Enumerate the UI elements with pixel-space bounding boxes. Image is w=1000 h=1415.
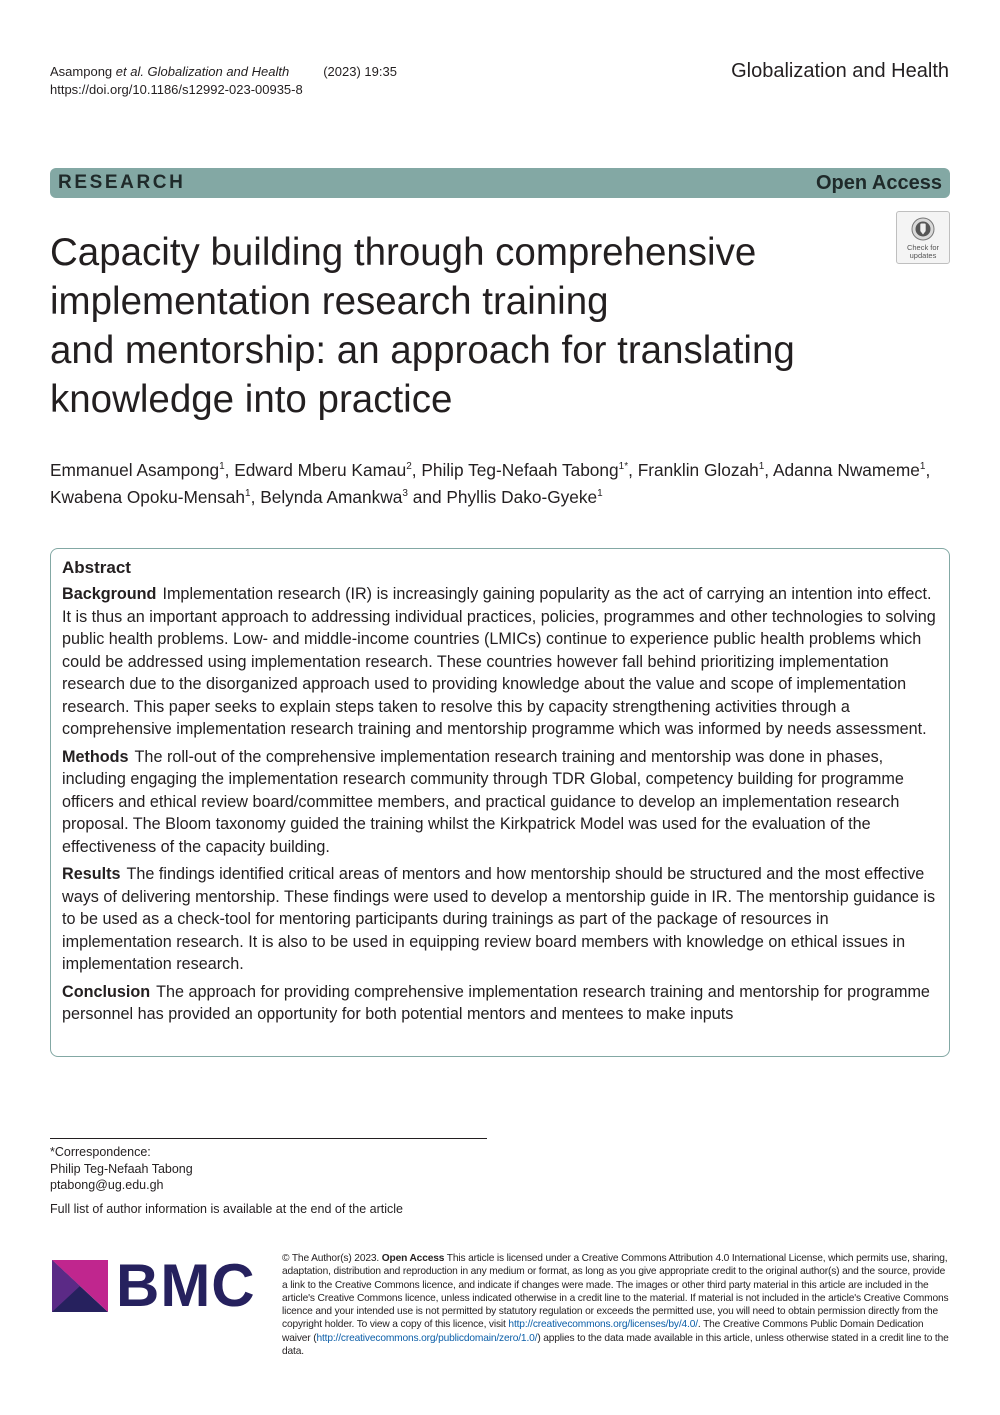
title-line: and mentorship: an approach for translating [50, 329, 795, 372]
section-text: The roll-out of the comprehensive implementation research training and mentorship was done in phases, including engaging the implementation research community through TDR Global, competency building for programme officers and ethical review board/committee members, and practical guidance to develop an implementation research proposal. The Bloom taxonomy guided the training whilst the Kirkpatrick Model was used for the evaluation of the effectiveness of the capacity building. [62, 747, 904, 856]
check-for-updates-line-1: Check for [906, 243, 940, 252]
section-heading: Conclusion [62, 982, 151, 1001]
title-line: knowledge into practice [50, 378, 453, 421]
check-for-updates-line-2: updates [909, 251, 937, 260]
doi-link[interactable]: https://doi.org/10.1186/s12992-023-00935-8 [50, 82, 303, 97]
public-domain-link[interactable]: http://creativecommons.org/publicdomain/zero/1.0/ [316, 1332, 538, 1344]
affiliation-marker: 3 [402, 488, 408, 499]
author[interactable] [421, 460, 628, 480]
author[interactable] [50, 487, 251, 507]
article-citation-header [50, 63, 397, 99]
abstract-heading: Abstract [62, 558, 131, 577]
article-title [50, 228, 870, 424]
license-text: This article is licensed under a Creative Commons Attribution 4.0 International License, which permits use, sharing, adaptation, distribution and reproduction in any medium or format, as long as you give appropriate credit to the original author(s) and the source, provide a link to the Creative Commons licence, and indicate if changes were made. The images or other third party material in this article are included in the article's Creative Commons licence, unless indicated otherwise in a credit line to the material. If material is not included in the article's Creative Commons licence and your intended use is not permitted by statutory regulation or exceeds the permitted use, you will need to obtain permission directly from the copyright holder. To view a copy of this licence, visit [282, 1253, 949, 1331]
title-line: implementation research training [50, 280, 609, 323]
bmc-logo-text: BMC [116, 1252, 256, 1319]
correspondence-label: *Correspondence: [50, 1145, 151, 1159]
affiliation-marker: 1 [219, 461, 225, 472]
check-for-updates-badge[interactable] [896, 211, 950, 264]
author-name: Belynda Amankwa [260, 487, 403, 507]
section-heading: Results [62, 865, 121, 883]
affiliation-marker: 1 [597, 488, 603, 499]
citation-line [50, 63, 397, 81]
abstract-box [50, 548, 950, 1057]
author-line [50, 484, 955, 511]
author-name: Adanna Nwameme [772, 460, 920, 480]
author[interactable] [638, 460, 765, 480]
author-separator: , [925, 460, 931, 480]
footnote-divider [50, 1138, 487, 1139]
author-separator: , [250, 487, 261, 507]
license-text: . The Creative Commons Public Domain Dedication waiver ( [282, 1319, 924, 1344]
open-access-notice: Open Access [381, 1253, 445, 1264]
section-text: The findings identified critical areas of mentors and how mentorship should be structured and the most effective ways of delivering mentorship. These findings were used to develop a mentorship guide in IR. The mentorship guidance is to be used as a check-tool for mentoring participants during trainings as part of the package of resources in implementation research. It is also to be used in equipping review board members with knowledge on ethical issues in implementation research. [62, 865, 936, 973]
author-separator: , [628, 460, 638, 480]
affiliation-marker: 1* [618, 461, 629, 472]
bmc-logo-mark-icon [52, 1260, 108, 1312]
journal-name: Globalization and Health [731, 60, 949, 82]
author-separator: , [224, 460, 235, 480]
correspondence-name: Philip Teg-Nefaah Tabong [50, 1161, 193, 1176]
crossmark-icon [911, 217, 935, 241]
citation-authors [50, 63, 289, 81]
section-text: The approach for providing comprehensive implementation research training and mentorship for programme personnel has provided an opportunity for both potential mentors and mentees to make inputs [62, 982, 930, 1023]
author-list [50, 457, 955, 511]
author-name: Phyllis Dako-Gyeke [446, 487, 598, 507]
author-name: Philip Teg-Nefaah Tabong [421, 460, 619, 480]
affiliation-marker: 1 [919, 461, 926, 472]
article-type-label: RESEARCH [58, 172, 186, 193]
license-link[interactable]: http://creativecommons.org/licenses/by/4.0/ [508, 1319, 698, 1331]
author[interactable] [773, 460, 926, 480]
author-name: Emmanuel Asampong [50, 460, 220, 480]
author-info-note: Full list of author information is available at the end of the article [50, 1202, 403, 1216]
citation-year-volume: (2023) 19:35 [323, 64, 397, 79]
author[interactable] [260, 487, 408, 507]
abstract-background [62, 583, 938, 741]
section-text: Implementation research (IR) is increasingly gaining popularity as the act of carrying an intention into effect. It is thus an important approach to addressing individual practices, policies, programmes and other technologies to solving public health problems. Low- and middle-income countries (LMICs) continue to experience public health problems which could be addressed using implementation research. These countries however fall behind prioritizing implementation research due to the disorganized approach used to providing knowledge about the value and scope of implementation research. This paper seeks to explain steps taken to resolve this by capacity strengthening activities through a comprehensive implementation research training and mentorship programme which was informed by needs assessment. [62, 585, 936, 738]
affiliation-marker: 1 [758, 461, 765, 472]
section-heading: Background [62, 585, 157, 603]
check-for-updates-label [907, 244, 939, 260]
abstract-results [62, 863, 938, 976]
author-line [50, 457, 955, 484]
citation-first-author: Asampong [50, 64, 116, 79]
license-text: ) applies to the data made available in this article, unless otherwise stated in a credit line to the data. [282, 1332, 949, 1358]
author[interactable] [50, 460, 225, 480]
affiliation-marker: 1 [245, 488, 251, 499]
article-type-banner [50, 168, 950, 198]
title-line: Capacity building through comprehensive [50, 231, 757, 274]
author-name: Edward Mberu Kamau [234, 460, 407, 480]
author-name: Kwabena Opoku-Mensah [50, 487, 246, 507]
affiliation-marker: 2 [406, 461, 412, 472]
open-access-label: Open Access [816, 171, 942, 194]
copyright-notice: © The Author(s) 2023. [282, 1253, 380, 1264]
author-separator: and [407, 487, 447, 507]
author-separator: , [764, 460, 773, 480]
bmc-logo[interactable] [52, 1252, 256, 1319]
section-heading: Methods [62, 747, 129, 766]
license-statement [282, 1252, 952, 1358]
correspondence-block [50, 1144, 193, 1194]
author-separator: , [411, 460, 422, 480]
author-name: Franklin Glozah [637, 460, 759, 480]
abstract-conclusion [62, 981, 938, 1026]
author[interactable] [446, 487, 602, 507]
correspondence-email[interactable]: ptabong@ug.edu.gh [50, 1178, 164, 1192]
citation-journal: et al. Globalization and Health [115, 64, 290, 79]
author[interactable] [234, 460, 412, 480]
abstract-methods [62, 746, 938, 859]
